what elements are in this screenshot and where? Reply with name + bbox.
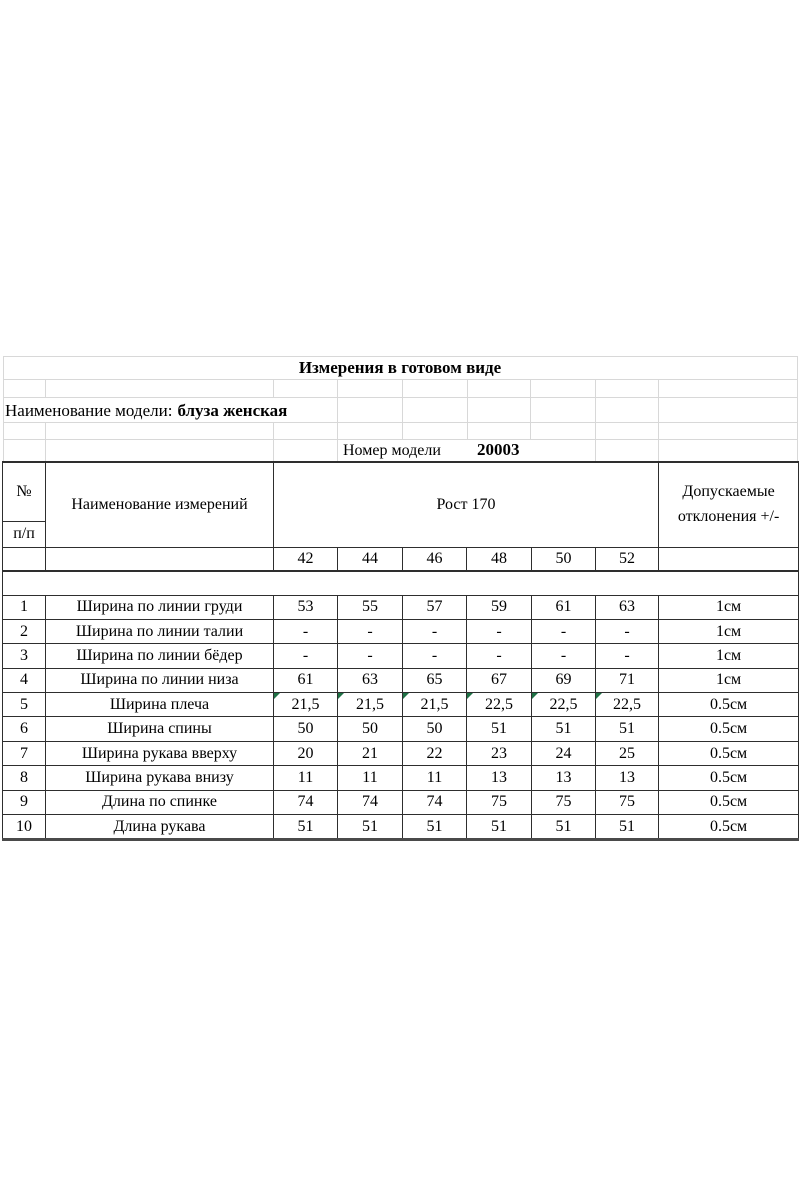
table-row (3, 595, 799, 619)
gridline (595, 397, 596, 422)
value-cell[interactable]: 51 (338, 815, 403, 840)
table-row (3, 693, 799, 717)
measurement-name-cell[interactable]: Ширина рукава вверху (46, 741, 274, 765)
row-number-cell[interactable]: 6 (3, 717, 46, 741)
model-name-cell[interactable] (5, 399, 287, 423)
number-stored-as-text-flag-icon (338, 693, 344, 699)
table-row (3, 644, 799, 668)
model-number-value-cell[interactable]: 20003 (477, 440, 520, 459)
gridline (337, 397, 338, 422)
value-cell[interactable]: 22,5 (532, 693, 596, 717)
size-header-row (3, 547, 799, 571)
gridline (337, 379, 338, 397)
value-cell[interactable]: 22,5 (596, 693, 659, 717)
value-cell[interactable]: 51 (532, 717, 596, 741)
value-cell[interactable]: 75 (596, 790, 659, 814)
table-row (3, 815, 799, 840)
gridline (337, 439, 338, 461)
row-number-cell[interactable]: 7 (3, 741, 46, 765)
table-row (3, 741, 799, 765)
value-cell[interactable]: 24 (532, 741, 596, 765)
value-cell[interactable]: 11 (274, 766, 338, 790)
gridline (402, 397, 403, 422)
value-cell[interactable]: 13 (596, 766, 659, 790)
model-name-label: Наименование модели: (5, 401, 173, 420)
gridline (467, 379, 468, 397)
value-cell[interactable]: 63 (338, 668, 403, 692)
tolerance-cell[interactable]: 0.5см (659, 717, 799, 741)
value-cell[interactable]: 50 (274, 717, 338, 741)
row-number-cell[interactable]: 2 (3, 619, 46, 643)
gridline (467, 397, 468, 422)
table-row (3, 790, 799, 814)
value-cell[interactable]: 55 (338, 595, 403, 619)
tolerance-cell[interactable]: 1см (659, 644, 799, 668)
gridline (3, 379, 797, 380)
gridline (467, 422, 468, 439)
value-cell[interactable]: 25 (596, 741, 659, 765)
size-header-cell[interactable]: 42 (274, 547, 338, 571)
value-cell[interactable]: 51 (467, 717, 532, 741)
size-header-cell[interactable]: 52 (596, 547, 659, 571)
value-cell[interactable]: - (467, 644, 532, 668)
value-cell[interactable]: - (596, 644, 659, 668)
value-cell[interactable]: 51 (596, 717, 659, 741)
row-number-cell[interactable]: 4 (3, 668, 46, 692)
gridline (658, 379, 659, 397)
size-header-cell[interactable]: 48 (467, 547, 532, 571)
row-number-cell[interactable]: 3 (3, 644, 46, 668)
gridline (273, 439, 274, 461)
gridline (273, 422, 274, 439)
gridline (530, 379, 531, 397)
gridline (595, 439, 596, 461)
value-cell[interactable]: 23 (467, 741, 532, 765)
table-body (3, 462, 799, 840)
sheet-title-cell[interactable]: Измерения в готовом виде (298, 358, 502, 377)
measurement-name-cell[interactable]: Длина рукава (46, 815, 274, 840)
value-cell[interactable]: 20 (274, 741, 338, 765)
gridline (658, 439, 659, 461)
value-cell[interactable]: - (338, 619, 403, 643)
spacer-cell[interactable] (3, 571, 799, 596)
value-cell[interactable]: - (403, 619, 467, 643)
tolerance-cell[interactable]: 0.5см (659, 693, 799, 717)
measurement-name-cell[interactable]: Ширина по линии груди (46, 595, 274, 619)
measurement-name-cell[interactable]: Ширина по линии талии (46, 619, 274, 643)
number-stored-as-text-flag-icon (532, 693, 538, 699)
row-number-cell[interactable]: 10 (3, 815, 46, 840)
value-cell[interactable]: 51 (403, 815, 467, 840)
value-cell[interactable]: 13 (532, 766, 596, 790)
gridline (402, 422, 403, 439)
value-cell[interactable]: 65 (403, 668, 467, 692)
size-header-cell[interactable]: 44 (338, 547, 403, 571)
table-row (3, 766, 799, 790)
header-pp-cell[interactable]: п/п (3, 521, 46, 547)
value-cell[interactable]: - (596, 619, 659, 643)
value-cell[interactable]: 21,5 (338, 693, 403, 717)
value-cell[interactable]: 13 (467, 766, 532, 790)
value-cell[interactable]: - (274, 619, 338, 643)
value-cell[interactable]: 51 (274, 815, 338, 840)
size-row-empty-cell[interactable] (659, 547, 799, 571)
value-cell[interactable]: 51 (596, 815, 659, 840)
model-name-value: блуза женская (177, 401, 288, 420)
value-cell[interactable]: 21 (338, 741, 403, 765)
number-stored-as-text-flag-icon (403, 693, 409, 699)
table-row (3, 668, 799, 692)
value-cell[interactable]: 11 (338, 766, 403, 790)
tolerance-cell[interactable]: 0.5см (659, 790, 799, 814)
size-header-cell[interactable]: 50 (532, 547, 596, 571)
header-height-cell[interactable]: Рост 170 (274, 462, 659, 547)
value-cell[interactable]: 57 (403, 595, 467, 619)
value-cell[interactable]: - (467, 619, 532, 643)
header-no-cell[interactable]: № (3, 462, 46, 521)
value-cell[interactable]: 74 (403, 790, 467, 814)
gridline (45, 439, 46, 461)
gridline (797, 356, 798, 461)
gridline (658, 397, 659, 422)
gridline (45, 422, 46, 439)
value-cell[interactable]: 50 (338, 717, 403, 741)
row-number-cell[interactable]: 1 (3, 595, 46, 619)
tolerance-cell[interactable]: 1см (659, 595, 799, 619)
size-header-cell[interactable]: 46 (403, 547, 467, 571)
size-row-empty-cell[interactable] (46, 547, 274, 571)
measurement-name-cell[interactable]: Ширина по линии низа (46, 668, 274, 692)
measurements-table (2, 461, 799, 841)
header-measurement-name-cell[interactable]: Наименование измерений (46, 462, 274, 547)
tolerance-cell[interactable]: 0.5см (659, 741, 799, 765)
value-cell[interactable]: - (338, 644, 403, 668)
gridline (45, 379, 46, 397)
value-cell[interactable]: 11 (403, 766, 467, 790)
tolerance-cell[interactable]: 1см (659, 668, 799, 692)
number-stored-as-text-flag-icon (467, 693, 473, 699)
gridline (658, 422, 659, 439)
value-cell[interactable]: 21,5 (274, 693, 338, 717)
tolerance-cell[interactable]: 0.5см (659, 766, 799, 790)
gridline (595, 379, 596, 397)
row-number-cell[interactable]: 5 (3, 693, 46, 717)
value-cell[interactable]: 21,5 (403, 693, 467, 717)
size-row-empty-cell[interactable] (3, 547, 46, 571)
table-row (3, 717, 799, 741)
value-cell[interactable]: 75 (467, 790, 532, 814)
gridline (3, 397, 797, 398)
gridline (273, 379, 274, 397)
measurement-name-cell[interactable]: Ширина плеча (46, 693, 274, 717)
spacer-row (3, 571, 799, 596)
value-cell[interactable]: 74 (274, 790, 338, 814)
value-cell[interactable]: 22,5 (467, 693, 532, 717)
value-cell[interactable]: 51 (467, 815, 532, 840)
gridline (530, 422, 531, 439)
value-cell[interactable]: 63 (596, 595, 659, 619)
value-cell[interactable]: 74 (338, 790, 403, 814)
value-cell[interactable]: - (532, 644, 596, 668)
value-cell[interactable]: 71 (596, 668, 659, 692)
tolerance-cell[interactable]: 1см (659, 619, 799, 643)
value-cell[interactable]: - (532, 619, 596, 643)
value-cell[interactable]: 75 (532, 790, 596, 814)
value-cell[interactable]: 61 (532, 595, 596, 619)
value-cell[interactable]: - (274, 644, 338, 668)
gridline (402, 379, 403, 397)
value-cell[interactable]: 22 (403, 741, 467, 765)
measurement-name-cell[interactable]: Длина по спинке (46, 790, 274, 814)
value-cell[interactable]: 59 (467, 595, 532, 619)
value-cell[interactable]: 51 (532, 815, 596, 840)
gridline (530, 397, 531, 422)
value-cell[interactable]: 53 (274, 595, 338, 619)
tolerance-cell[interactable]: 0.5см (659, 815, 799, 840)
value-cell[interactable]: 69 (532, 668, 596, 692)
number-stored-as-text-flag-icon (596, 693, 602, 699)
measurement-name-cell[interactable]: Ширина спины (46, 717, 274, 741)
table-row (3, 619, 799, 643)
value-cell[interactable]: - (403, 644, 467, 668)
measurement-name-cell[interactable]: Ширина рукава внизу (46, 766, 274, 790)
row-number-cell[interactable]: 9 (3, 790, 46, 814)
number-stored-as-text-flag-icon (274, 693, 280, 699)
gridline (337, 422, 338, 439)
value-cell[interactable]: 61 (274, 668, 338, 692)
value-cell[interactable]: 50 (403, 717, 467, 741)
gridline (595, 422, 596, 439)
measurement-name-cell[interactable]: Ширина по линии бёдер (46, 644, 274, 668)
value-cell[interactable]: 67 (467, 668, 532, 692)
row-number-cell[interactable]: 8 (3, 766, 46, 790)
model-number-label-cell[interactable]: Номер модели (343, 442, 441, 459)
header-tolerance-cell[interactable]: Допускаемые отклонения +/- (659, 462, 799, 547)
